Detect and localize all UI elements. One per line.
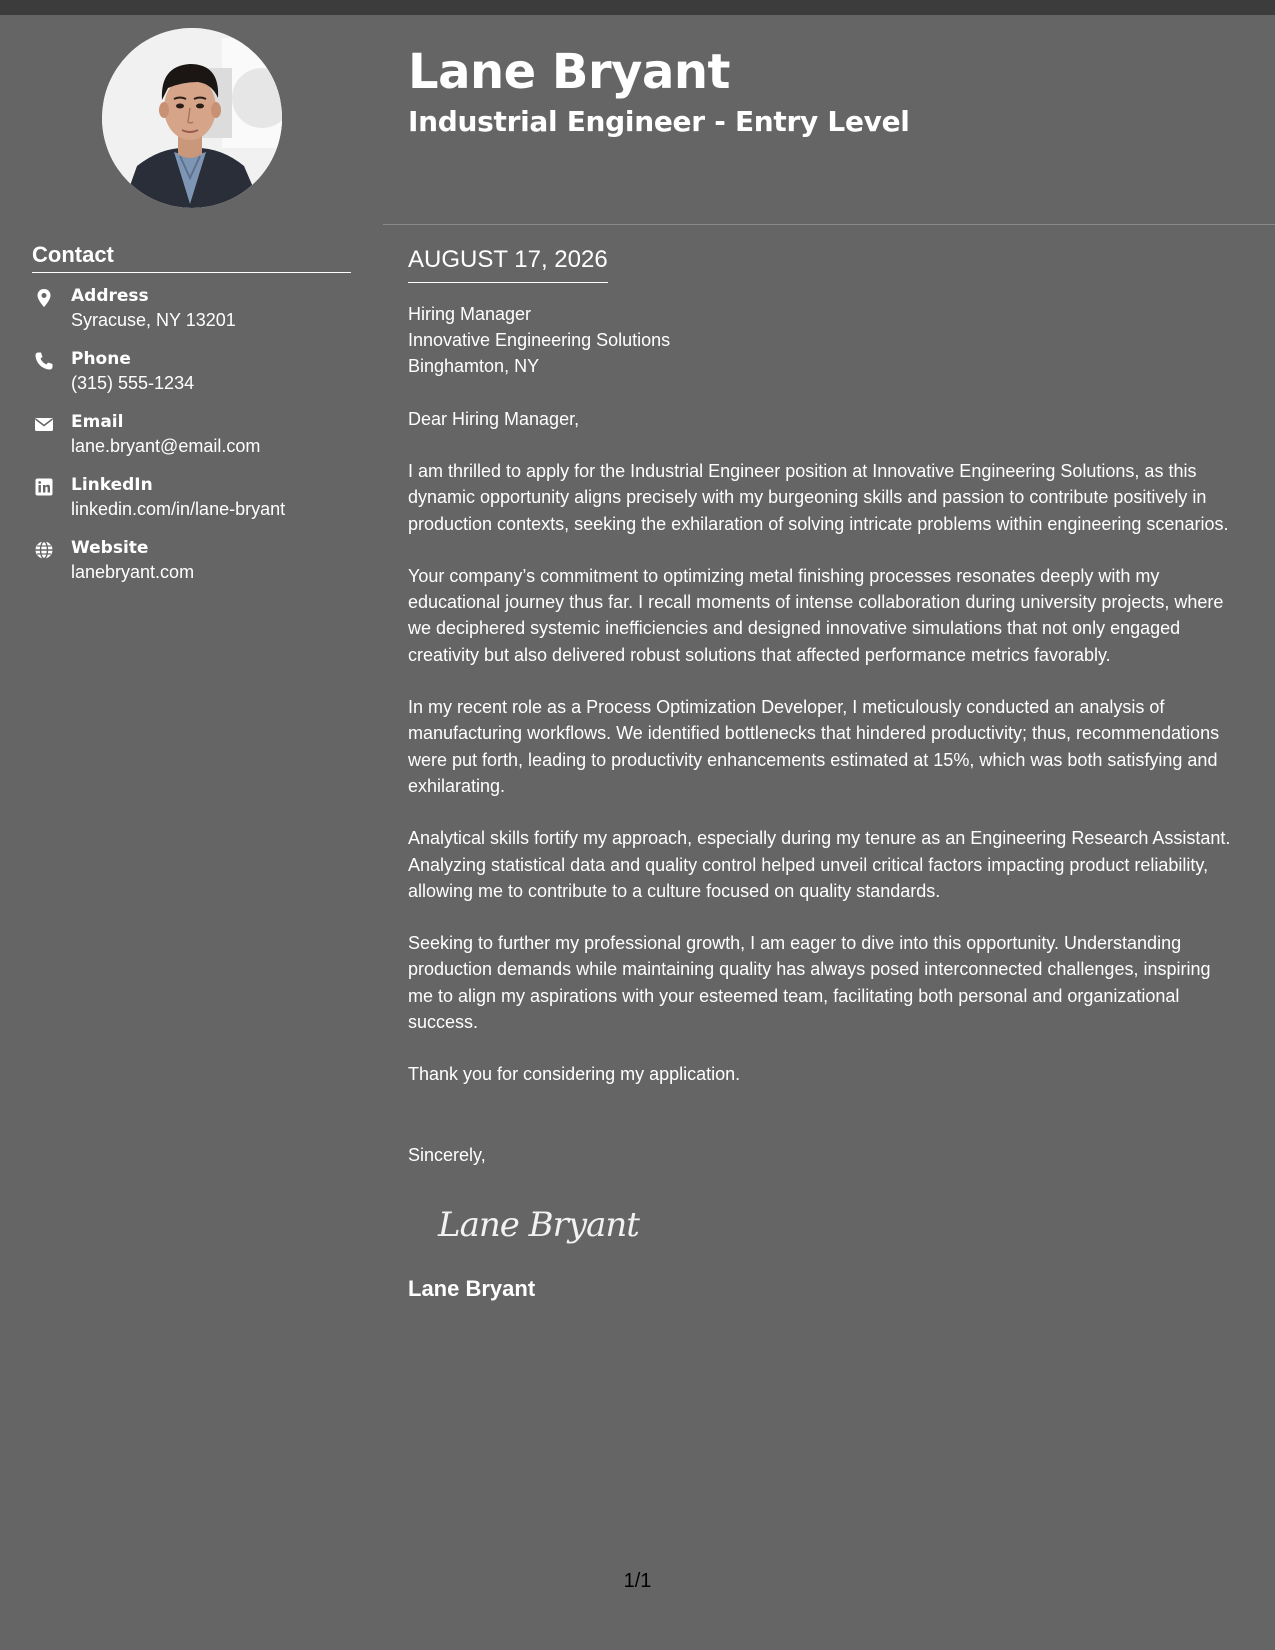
phone-icon xyxy=(34,351,54,371)
recipient-name: Hiring Manager xyxy=(408,304,532,324)
salutation: Dear Hiring Manager, xyxy=(408,409,580,429)
contact-value: linkedin.com/in/lane-bryant xyxy=(71,499,286,519)
contact-value: (315) 555-1234 xyxy=(71,373,195,393)
signature-script: Lane Bryant xyxy=(438,1204,639,1245)
letter-date: AUGUST 17, 2026 xyxy=(408,244,608,283)
contact-label: Email xyxy=(71,412,124,432)
recipient-location: Binghamton, NY xyxy=(408,356,540,376)
contact-item-website xyxy=(32,536,351,599)
linkedin-icon xyxy=(34,477,54,497)
contact-label: Phone xyxy=(71,349,131,369)
contact-value: Syracuse, NY 13201 xyxy=(71,310,236,330)
body-paragraph: In my recent role as a Process Optimization Developer, I meticulously conducted an analysis of manufacturing workflows. We identified bottlenecks that hindered productivity; thus, recommendations were put forth, leading to productivity enhancements estimated at 15%, which was both satisfying and exhilarating. xyxy=(408,697,1220,796)
body-paragraph: Analytical skills fortify my approach, especially during my tenure as an Engineering Research Assistant. Analyzing statistical data and quality control helped unveil critical factors impacting product reliability, allowing me to contribute to a culture focused on quality standards. xyxy=(408,828,1231,901)
contact-list xyxy=(32,284,351,599)
header-divider xyxy=(383,224,1275,225)
envelope-icon xyxy=(34,414,54,434)
contact-value: lane.bryant@email.com xyxy=(71,436,261,456)
contact-item-linkedin xyxy=(32,473,351,536)
avatar-portrait-image xyxy=(102,28,282,208)
candidate-name: Lane Bryant xyxy=(408,44,730,100)
body-paragraph: I am thrilled to apply for the Industrial Engineer position at Innovative Engineering Solutions, as this dynamic opportunity aligns precisely with my burgeoning skills and passion to contribute positively in production contexts, seeking the exhilaration of solving intricate problems within engineering scenarios. xyxy=(408,461,1229,534)
contact-item-phone xyxy=(32,347,351,410)
page-number: 1/1 xyxy=(623,1570,652,1592)
globe-icon xyxy=(34,540,54,560)
contact-label: Address xyxy=(71,286,149,306)
contact-value: lanebryant.com xyxy=(71,562,195,582)
contact-item-email xyxy=(32,410,351,473)
body-paragraph: Your company’s commitment to optimizing metal finishing processes resonates deeply with my educational journey thus far. I recall moments of intense collaboration during university projects, where we deciphered systemic inefficiencies and designed innovative simulations that not only engaged creativity but also delivered robust solutions that affected performance metrics favorably. xyxy=(408,565,1224,665)
letter-body xyxy=(408,244,1238,1304)
contact-label: LinkedIn xyxy=(71,475,153,495)
recipient-block xyxy=(408,301,1238,379)
contact-item-address xyxy=(32,284,351,347)
handwritten-signature xyxy=(436,1192,656,1252)
closing: Sincerely, xyxy=(408,1144,486,1165)
contact-label: Website xyxy=(71,538,149,558)
avatar xyxy=(102,28,282,208)
top-bar xyxy=(0,0,1275,15)
map-pin-icon xyxy=(34,288,54,308)
contact-heading: Contact xyxy=(32,240,351,273)
job-title: Industrial Engineer - Entry Level xyxy=(408,105,910,138)
signature-name: Lane Bryant xyxy=(408,1275,536,1301)
recipient-company: Innovative Engineering Solutions xyxy=(408,330,671,350)
body-paragraph: Seeking to further my professional growth, I am eager to dive into this opportunity. Understanding production demands while maintaining quality has always posed interconnected challenges, inspiring me to align my aspirations with your esteemed team, facilitating both personal and organizational success. xyxy=(408,933,1211,1033)
body-paragraph: Thank you for considering my application. xyxy=(408,1064,741,1085)
